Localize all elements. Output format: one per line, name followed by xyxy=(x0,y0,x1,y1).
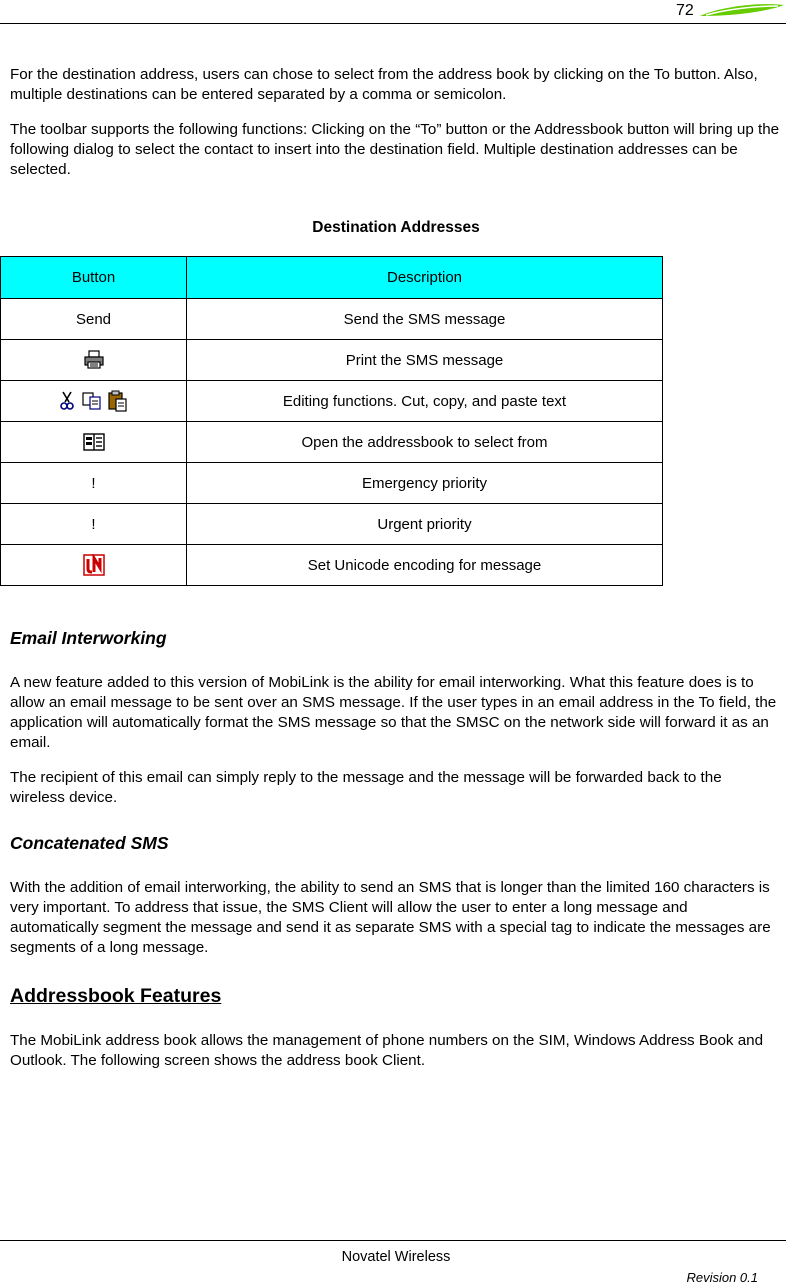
cell-button xyxy=(1,545,187,586)
cell-button: Send xyxy=(1,299,187,340)
paragraph-toolbar-functions: The toolbar supports the following functions: Clicking on the “To” button or the Addressbook button will bring up the following dialog to select the contact to insert into the destination field. Multiple destination addresses can be selected. xyxy=(10,121,780,178)
paragraph-addressbook-features: The MobiLink address book allows the management of phone numbers on the SIM, Windows Address Book and Outlook. The following screen shows the address book Client. xyxy=(10,1032,764,1069)
paste-icon xyxy=(107,390,129,412)
cell-description: Set Unicode encoding for message xyxy=(187,545,663,586)
table-header-row xyxy=(1,257,663,299)
unicode-icon xyxy=(83,554,105,576)
heading-email-interworking: Email Interworking xyxy=(10,628,167,648)
copy-icon xyxy=(81,391,103,411)
table-row xyxy=(1,422,663,463)
cell-description: Print the SMS message xyxy=(187,340,663,381)
table-row xyxy=(1,463,663,504)
table-caption: Destination Addresses xyxy=(312,219,480,236)
table-row xyxy=(1,381,663,422)
cell-description: Send the SMS message xyxy=(187,299,663,340)
page-number: 72 xyxy=(676,2,694,19)
paragraph-email-reply: The recipient of this email can simply reply to the message and the message will be forwarded back to the wireless device. xyxy=(10,769,722,806)
table-row xyxy=(1,545,663,586)
footer-company: Novatel Wireless xyxy=(341,1249,451,1265)
cell-button xyxy=(1,340,187,381)
footer-rule xyxy=(0,1240,786,1241)
heading-addressbook-features: Addressbook Features xyxy=(10,985,222,1007)
table-row xyxy=(1,299,663,340)
column-header-description: Description xyxy=(187,257,663,299)
cell-button xyxy=(1,381,187,422)
destination-addresses-table xyxy=(0,256,663,586)
paragraph-destination-address: For the destination address, users can chose to select from the address book by clicking on the To button. Also, multiple destinations can be entered separated by a comma or semicolon. xyxy=(10,66,758,103)
cell-button: ! xyxy=(1,504,187,545)
column-header-button: Button xyxy=(1,257,187,299)
cell-description: Editing functions. Cut, copy, and paste text xyxy=(187,381,663,422)
addressbook-icon xyxy=(82,432,106,452)
paragraph-email-interworking: A new feature added to this version of MobiLink is the ability for email interworking. What this feature does is to allow an email message to be sent over an SMS message. If the user types in an email address in the To field, the application will automatically format the SMS message so that the SMSC on the network side will forward it as an email. xyxy=(10,674,777,751)
cut-icon xyxy=(58,390,76,412)
paragraph-concatenated-sms: With the addition of email interworking, the ability to send an SMS that is longer than the limited 160 characters is very important. To address that issue, the SMS Client will allow the user to enter a long message and automatically segment the message and send it as separate SMS with a special tag to indicate the messages are segments of a long message. xyxy=(10,879,771,956)
green-swoosh-logo-icon xyxy=(698,1,786,21)
cell-description: Open the addressbook to select from xyxy=(187,422,663,463)
print-icon xyxy=(83,350,105,370)
header-rule xyxy=(0,23,786,24)
heading-concatenated-sms: Concatenated SMS xyxy=(10,833,169,853)
table-row xyxy=(1,504,663,545)
cell-description: Urgent priority xyxy=(187,504,663,545)
cell-description: Emergency priority xyxy=(187,463,663,504)
table-row xyxy=(1,340,663,381)
footer-revision: Revision 0.1 xyxy=(686,1270,758,1285)
cell-button xyxy=(1,422,187,463)
cell-button: ! xyxy=(1,463,187,504)
